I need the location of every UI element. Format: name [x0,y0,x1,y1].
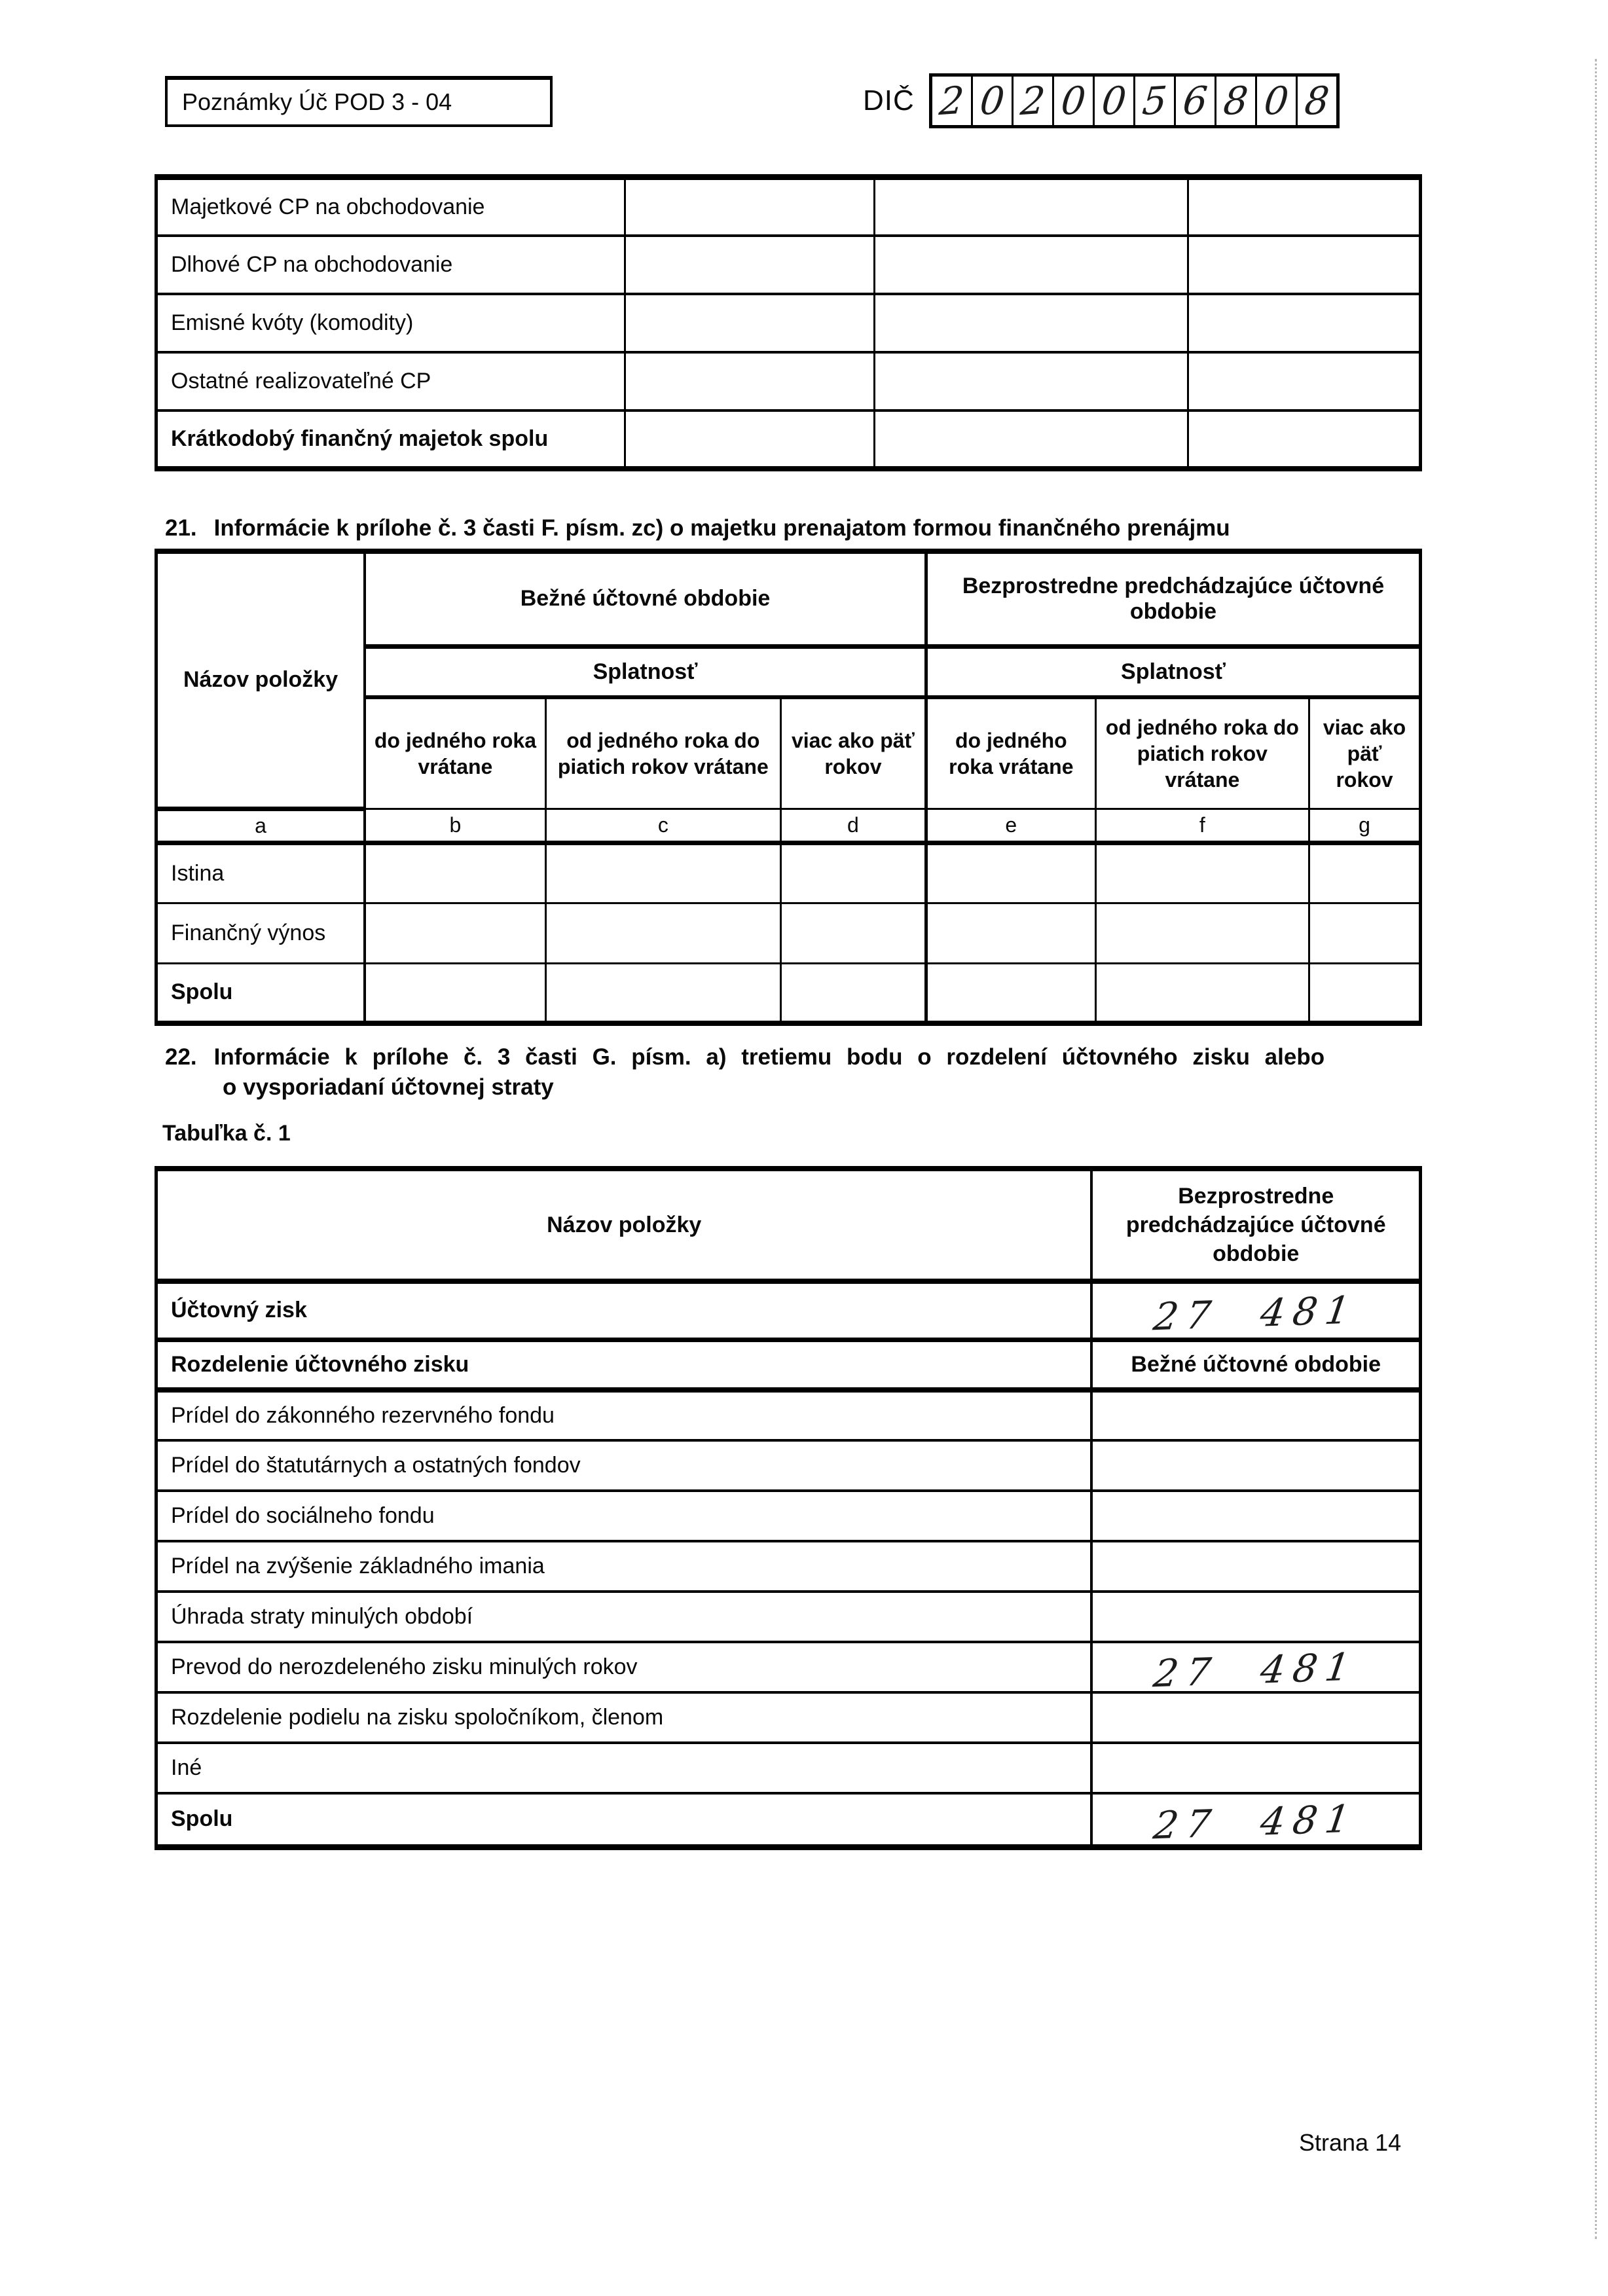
empty-cell [1309,843,1421,903]
table-row [156,963,1421,1023]
empty-cell [874,177,1188,236]
empty-cell [625,177,874,236]
column-letter: e [926,809,1095,843]
dic-digit-box [932,77,973,125]
empty-cell [545,843,780,903]
table-row [156,1642,1421,1692]
value-cell [1091,1541,1420,1592]
value-cell [1091,1491,1420,1541]
heading-line: o vysporiadaní účtovnej straty [223,1074,554,1100]
value-cell [1091,1692,1420,1743]
current-period-header: Bežné účtovné obdobie [365,551,926,646]
column-header: viac ako päť rokov [1309,697,1421,809]
handwritten-digit: 6 [1180,77,1209,124]
short-term-financial-assets-table [155,174,1422,471]
column-letter: b [365,809,545,843]
empty-cell [1188,177,1420,236]
empty-cell [926,843,1095,903]
name-column-header: Názov položky [156,1169,1092,1281]
row-label: Spolu [156,963,365,1023]
table-header-row [156,551,1421,646]
table-row [156,236,1421,294]
column-header: od jedného roka do piatich rokov vrátane [1095,697,1309,809]
column-letters-row [156,809,1421,843]
page-number: Strana 14 [1299,2129,1402,2156]
row-label: Krátkodobý finančný majetok spolu [156,410,625,469]
column-letter: d [780,809,926,843]
handwritten-digit: 0 [1262,77,1290,124]
handwritten-digit: 8 [1302,77,1331,124]
row-label: Prídel na zvýšenie základného imania [156,1541,1092,1592]
empty-cell [1095,903,1309,963]
empty-cell [625,236,874,294]
value-cell [1091,1440,1420,1491]
handwritten-value: 27 481 [1150,1644,1361,1696]
column-header: do jedného roka vrátane [365,697,545,809]
table-row [156,410,1421,469]
handwritten-digit: 0 [1099,77,1128,124]
dic-digit-box [1095,77,1135,125]
table-row [156,903,1421,963]
section-number: 21. [165,515,197,541]
dic-digit-box [1054,77,1095,125]
empty-cell [625,410,874,469]
row-label: Dlhové CP na obchodovanie [156,236,625,294]
dic-input-boxes [929,73,1340,128]
empty-cell [874,352,1188,410]
dic-digit-box [1257,77,1298,125]
empty-cell [874,410,1188,469]
empty-cell [365,903,545,963]
empty-cell [1309,963,1421,1023]
empty-cell [1095,963,1309,1023]
empty-cell [780,843,926,903]
name-column-header: Názov položky [156,551,365,809]
empty-cell [625,352,874,410]
handwritten-value: 27 481 [1150,1796,1361,1848]
dic-digit-box [1014,77,1054,125]
column-letter: f [1095,809,1309,843]
row-label: Prídel do štatutárnych a ostatných fondov [156,1440,1092,1491]
empty-cell [1095,843,1309,903]
table-row [156,843,1421,903]
table-row [156,1440,1421,1491]
empty-cell [1188,236,1420,294]
dic-label: DIČ [863,84,915,117]
maturity-header: Splatnosť [365,646,926,697]
row-label: Istina [156,843,365,903]
column-header: viac ako päť rokov [780,697,926,809]
dic-digit-box [1135,77,1176,125]
row-label: Spolu [156,1793,1092,1847]
empty-cell [365,963,545,1023]
scan-artifact-line [1595,59,1597,2239]
current-period-column-header: Bežné účtovné obdobie [1091,1339,1420,1390]
handwritten-digit: 2 [937,77,966,124]
table-row [156,1339,1421,1390]
table-row [156,1592,1421,1642]
empty-cell [874,236,1188,294]
dic-digit-box [1176,77,1216,125]
table-row [156,1281,1421,1339]
value-cell [1091,1281,1420,1339]
section-22-heading [165,1042,1402,1102]
table-header-row [156,1169,1421,1281]
empty-cell [1188,352,1420,410]
table-row [156,352,1421,410]
column-header: od jedného roka do piatich rokov vrátane [545,697,780,809]
empty-cell [926,903,1095,963]
form-title: Poznámky Úč POD 3 - 04 [182,88,452,115]
handwritten-digit: 5 [1140,77,1169,124]
empty-cell [1309,903,1421,963]
empty-cell [874,294,1188,352]
empty-cell [545,903,780,963]
table-row [156,1793,1421,1847]
row-label: Iné [156,1743,1092,1793]
empty-cell [780,963,926,1023]
profit-distribution-table [155,1166,1422,1850]
row-label: Ostatné realizovateľné CP [156,352,625,410]
table-row [156,1390,1421,1440]
value-cell [1091,1743,1420,1793]
section-number: 22. [165,1044,197,1070]
row-label: Prídel do sociálneho fondu [156,1491,1092,1541]
empty-cell [926,963,1095,1023]
value-cell [1091,1592,1420,1642]
row-label: Účtovný zisk [156,1281,1092,1339]
row-label: Rozdelenie účtovného zisku [156,1339,1092,1390]
section-21-heading [165,513,1409,543]
section-title: Informácie k prílohe č. 3 časti G. písm. a) tretiemu bodu o rozdelení účtovného zisku alebo [213,1044,1325,1070]
column-letter: c [545,809,780,843]
row-label: Úhrada straty minulých období [156,1592,1092,1642]
table-row [156,1692,1421,1743]
table-row [156,1541,1421,1592]
section-title: Informácie k prílohe č. 3 časti F. písm. zc) o majetku prenajatom formou finančného prenájmu [213,515,1230,541]
handwritten-digit: 8 [1221,77,1250,124]
table-row [156,294,1421,352]
value-cell [1091,1642,1420,1696]
previous-period-header: Bezprostredne predchádzajúce účtovné obdobie [926,551,1420,646]
dic-digit-box [973,77,1014,125]
table-row [156,1491,1421,1541]
column-letter: g [1309,809,1421,843]
column-header: do jedného roka vrátane [926,697,1095,809]
finance-lease-table [155,549,1422,1026]
row-label: Emisné kvóty (komodity) [156,294,625,352]
dic-digit-box [1216,77,1257,125]
table-row [156,1743,1421,1793]
row-label: Finančný výnos [156,903,365,963]
value-cell [1091,1793,1420,1847]
empty-cell [545,963,780,1023]
column-letter: a [156,809,365,843]
empty-cell [365,843,545,903]
empty-cell [1188,294,1420,352]
table-row [156,177,1421,236]
dic-digit-box [1298,77,1336,125]
heading-line [165,1042,1402,1072]
previous-period-column-header: Bezprostredne predchádzajúce účtovné obdobie [1091,1169,1420,1281]
empty-cell [1188,410,1420,469]
form-title-box [165,76,553,127]
empty-cell [780,903,926,963]
dic-field [863,73,1340,128]
handwritten-value: 27 481 [1150,1287,1361,1339]
handwritten-digit: 2 [1018,77,1047,124]
value-cell [1091,1390,1420,1440]
table-caption: Tabuľka č. 1 [162,1121,291,1146]
row-label: Rozdelenie podielu na zisku spoločníkom, členom [156,1692,1092,1743]
handwritten-digit: 0 [1059,77,1087,124]
row-label: Prídel do zákonného rezervného fondu [156,1390,1092,1440]
maturity-header: Splatnosť [926,646,1420,697]
row-label: Prevod do nerozdeleného zisku minulých rokov [156,1642,1092,1692]
empty-cell [625,294,874,352]
row-label: Majetkové CP na obchodovanie [156,177,625,236]
handwritten-digit: 0 [978,77,1006,124]
